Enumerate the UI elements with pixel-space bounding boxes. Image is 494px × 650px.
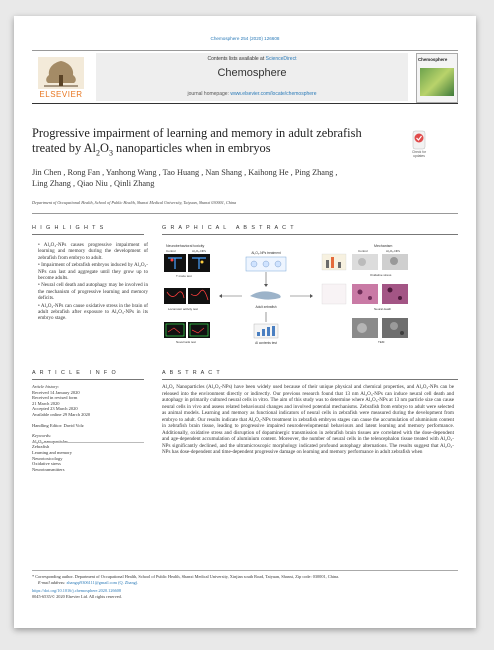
article-info-heading: A R T I C L E I N F O — [32, 370, 118, 376]
ga-left-col1: Control — [166, 249, 176, 253]
highlight-item: • Al₂O₃-NPs can cause oxidative stress in the brain of adult zebrafish after exposure to Al₂O₃-NPs in its embryo stage. — [38, 302, 148, 322]
ga-left-title: Neurobehavioral toxicity — [166, 244, 205, 248]
ga-center-top: Al₂O₃-NPs treatment — [251, 251, 281, 255]
history-title: Article history: — [32, 384, 60, 389]
publisher-wordmark: ELSEVIER — [39, 90, 83, 99]
contents-availability: Contents lists available at ScienceDirect — [207, 56, 297, 62]
journal-header — [32, 50, 458, 104]
highlight-item: • Al₂O₃-NPs causes progressive impairment of learning and memory during the development of zebrafish from embryo to adult. — [38, 242, 148, 261]
revised-label: Received in revised form — [32, 395, 78, 401]
ga-center-bottom: Al contents test — [255, 341, 277, 345]
keywords-rule — [32, 442, 144, 443]
email-line: E-mail address: zhangqi9306111@gmail.com (Q. Zhang). — [38, 579, 139, 585]
copyright: 0045-6535/© 2020 Elsevier Ltd. All rights reserved. — [32, 593, 122, 599]
highlights-heading: H I G H L I G H T S — [32, 225, 105, 231]
keywords-title: Keywords: — [32, 433, 52, 439]
footnote — [32, 570, 458, 599]
ga-label-novel-tank: Novel tank test — [176, 340, 196, 344]
graphical-abstract-heading: G R A P H I C A L A B S T R A C T — [162, 225, 295, 231]
ga-right-title: Mechanism — [374, 244, 393, 248]
article-page — [14, 16, 476, 628]
keyword: Neurotoxicology — [32, 455, 63, 461]
corresponding-author: * Corresponding author. Department of Occupational Health, School of Public Health, Shanxi Medical University, Xinjian south Road, Taiyuan, Shanxi, Zip code: 030001, China. — [32, 574, 340, 579]
revised-date: 21 March 2020 — [32, 400, 60, 406]
section-divider — [32, 213, 458, 214]
doi-link[interactable]: https://doi.org/10.1016/j.chemosphere.2020.126608 — [32, 588, 122, 594]
ga-left-col2: Al₂O₃-NPs — [192, 249, 207, 253]
neural-death-panel — [322, 284, 408, 304]
ga-label-death: Neural death — [374, 307, 392, 311]
cover-title: Chemosphere — [418, 57, 448, 62]
cover-image — [420, 68, 454, 96]
ga-center-mid: Adult zebrafish — [255, 305, 277, 309]
article-title: Progressive impairment of learning and memory in adult zebrafish treated by $Al_2O_3$ nanoparticles when in embryos — [32, 126, 362, 158]
graphical-abstract-figure[interactable] — [162, 242, 452, 354]
journal-homepage: journal homepage: www.elsevier.com/locate/chemosphere — [187, 91, 317, 97]
email-link[interactable]: zhangqi9306111@gmail.com (Q. Zhang). — [66, 579, 139, 585]
journal-citation[interactable]: Chemosphere 254 (2020) 126608 — [210, 36, 280, 41]
article-info — [32, 384, 142, 472]
ga-right-col2: Al₂O₃-NPs — [386, 249, 401, 253]
ga-label-oxidative: Oxidative stress — [370, 273, 392, 277]
journal-banner — [96, 53, 408, 101]
accepted-date: Accepted 23 March 2020 — [32, 406, 78, 412]
affiliation: Department of Occupational Health, School of Public Health, Shanxi Medical University, Taiyuan, Shanxi 030001, China — [32, 200, 237, 205]
ga-label-locomotor: Locomotor activity test — [168, 307, 198, 311]
crossmark-label: Check for updates — [411, 150, 427, 158]
received-date: Received 14 January 2020 — [32, 389, 80, 395]
keyword: Neurotransmitters — [32, 466, 65, 472]
highlight-item: • Impairment of zebrafish embryos induced by Al₂O₃-NPs can last and aggregate until they grow up to become adults. — [38, 262, 148, 282]
ga-label-t-maze: T maze test — [176, 274, 192, 278]
highlights-list — [38, 242, 148, 323]
highlights-rule — [32, 234, 144, 235]
handling-editor: Handling Editor: David Volz — [32, 422, 84, 428]
abstract-body: Al₂O₃ Nanoparticles (Al₂O₃-NPs) have been widely used because of their unique physical and chemical properties, and Al₂O₃-NPs can be released into the environment directly or indirectly. Our previous research found that 13 nm Al₂O₃-NPs can induce neural cell death and autophagy in primarily cultured neural cells in vitro. The aim of this study was to determine where Al₂O₃-NPs at 13 nm particle size can cause neural cells in vivo and assess related behavioural changes and involved potential mechanisms. Zebrafish from embryo to adult were selected as animal models. Learning and memory as functional indicators of neural cells in zebrafish were measured during the development from embryo to adult. Our results indicate that Al₂O₃-NPs treatment in zebrafish embryos stages can cause the accumulation of aluminium content in zebrafish brain tissue, leading to progressive impaired neurodevelopmental behaviours and latent learning and memory performance. Additionally, oxidative stress and disruption of dopaminergic transmission in zebrafish brain tissues are correlated with the dose-dependent and age-dependent accumulation of aluminium content. Moreover, the number of neural cells in the telencephalon tissue treated with Al₂O₃-NPs significantly declined, and the ultramicroscopic morphology indicated profound autophagy alternations. The results suggest that Al₂O₃-NPs has dose-dependent and time-dependent progressive damage on learning and memory performance in adult zebrafish when — [162, 384, 454, 456]
homepage-link[interactable]: www.elsevier.com/locate/chemosphere — [230, 91, 317, 97]
journal-cover-thumbnail[interactable] — [416, 53, 458, 103]
author-list: Jin Chen , Rong Fan , Yanhong Wang , Tao Huang , Nan Shang , Kaihong He , Ping Zhang , Ling Zhang , Qiao Niu , Qinli Zhang — [32, 168, 338, 188]
keyword: Al₂O₃ nanoparticles — [32, 438, 69, 444]
crossmark-icon[interactable] — [412, 130, 426, 150]
graphical-abstract-rule — [162, 234, 458, 235]
keyword: Zebrafish — [32, 444, 50, 450]
abstract-heading: A B S T R A C T — [162, 370, 222, 376]
sciencedirect-link[interactable]: ScienceDirect — [265, 56, 297, 62]
highlight-item: • Neural cell death and autophagy may be involved in the mechanism of progressive learning and memory deficits. — [38, 282, 148, 302]
oxidative-stress-panel — [322, 254, 408, 270]
abstract-rule — [162, 379, 458, 380]
keyword: Oxidative stress — [32, 461, 61, 467]
journal-name[interactable]: Chemosphere — [217, 67, 287, 79]
ga-label-tem: TEM — [378, 340, 385, 344]
ga-right-col1: Control — [358, 249, 368, 253]
elsevier-logo[interactable] — [34, 57, 88, 101]
online-date: Available online 29 March 2020 — [32, 411, 91, 417]
article-info-rule — [32, 379, 144, 380]
keyword: Learning and memory — [32, 449, 72, 455]
